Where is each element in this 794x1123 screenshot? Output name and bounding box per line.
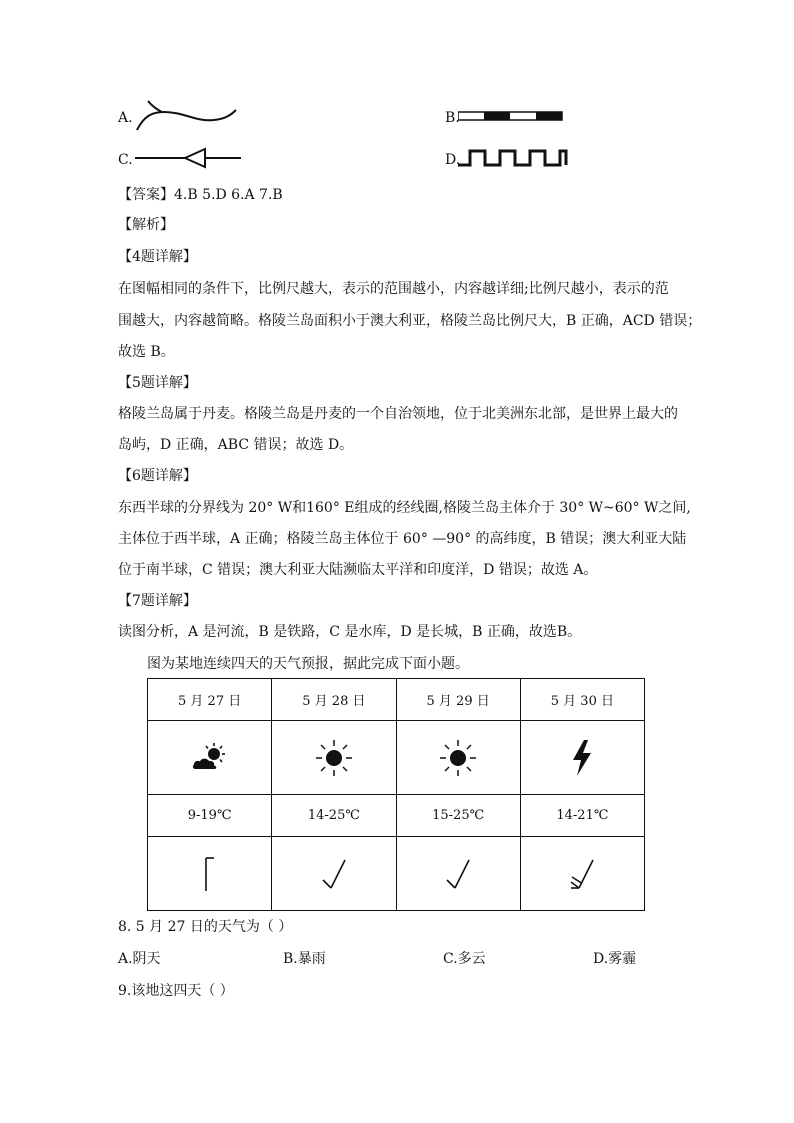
answer-line: 【答案】4.B 5.D 6.A 7.B <box>118 187 283 203</box>
date-row <box>148 679 645 721</box>
q4-heading: 【4题详解】 <box>118 249 197 265</box>
q5-heading: 【5题详解】 <box>118 375 197 391</box>
q9-stem: 9.该地这四天（ ） <box>118 983 234 999</box>
partly-cloudy-icon <box>190 741 230 775</box>
wind-row <box>148 837 645 911</box>
q4-line: 围越大，内容越简略。格陵兰岛面积小于澳大利亚，格陵兰岛比例尺大，B 正确，ACD 错误； <box>118 313 702 329</box>
option-a-label: A. <box>118 110 133 126</box>
wind-barb-icon <box>443 854 473 894</box>
q4-line: 在图幅相同的条件下，比例尺越大，表示的范围越小，内容越详细;比例尺越小，表示的范 <box>118 281 669 297</box>
wind-barb-icon <box>319 854 349 894</box>
weather-icon-row <box>148 721 645 795</box>
q4-line: 故选 B。 <box>118 344 175 360</box>
reservoir-symbol-icon <box>133 146 243 170</box>
q8-option-d[interactable]: D.雾霾 <box>593 951 637 967</box>
q8-option-b[interactable]: B.暴雨 <box>283 951 326 967</box>
river-symbol-icon <box>134 98 238 134</box>
sun-icon <box>314 738 354 778</box>
wind-barb-double-icon <box>567 854 597 894</box>
q8-option-c[interactable]: C.多云 <box>443 951 486 967</box>
q8-stem: 8. 5 月 27 日的天气为（ ） <box>118 919 293 935</box>
q6-line: 东西半球的分界线为 20° W和160° E组成的经线圈,格陵兰岛主体介于 30° W~60° W之间, <box>118 500 691 516</box>
thunderstorm-icon <box>569 739 595 777</box>
analysis-heading: 【解析】 <box>118 217 174 233</box>
date-cell: 5 月 29 日 <box>396 679 520 721</box>
temperature-cell: 14-21℃ <box>520 795 644 837</box>
weather-intro: 图为某地连续四天的天气预报，据此完成下面小题。 <box>147 656 469 672</box>
weather-forecast-table <box>147 678 645 911</box>
q7-line: 读图分析，A 是河流，B 是铁路，C 是水库，D 是长城，B 正确，故选B。 <box>118 624 582 640</box>
temperature-row <box>148 795 645 837</box>
q6-line: 位于南半球，C 错误；澳大利亚大陆濒临太平洋和印度洋，D 错误；故选 A。 <box>118 562 598 578</box>
wind-flag-icon <box>200 854 220 894</box>
great-wall-symbol-icon <box>458 146 568 168</box>
q5-line: 岛屿，D 正确，ABC 错误；故选 D。 <box>118 437 354 453</box>
date-cell: 5 月 30 日 <box>520 679 644 721</box>
temperature-cell: 9-19℃ <box>148 795 272 837</box>
date-cell: 5 月 28 日 <box>272 679 396 721</box>
sun-icon <box>438 738 478 778</box>
railway-symbol-icon <box>458 110 564 122</box>
q7-heading: 【7题详解】 <box>118 593 197 609</box>
date-cell: 5 月 27 日 <box>148 679 272 721</box>
temperature-cell: 14-25℃ <box>272 795 396 837</box>
option-d-label: D. <box>445 152 461 168</box>
q8-option-a[interactable]: A.阴天 <box>118 951 161 967</box>
temperature-cell: 15-25℃ <box>396 795 520 837</box>
option-b-label: B. <box>445 110 460 126</box>
q6-heading: 【6题详解】 <box>118 468 197 484</box>
q6-line: 主体位于西半球，A 正确；格陵兰岛主体位于 60° —90° 的高纬度，B 错误；澳大利亚大陆 <box>118 531 687 547</box>
q5-line: 格陵兰岛属于丹麦。格陵兰岛是丹麦的一个自治领地，位于北美洲东北部，是世界上最大的 <box>118 406 678 422</box>
option-c-label: C. <box>118 152 133 168</box>
